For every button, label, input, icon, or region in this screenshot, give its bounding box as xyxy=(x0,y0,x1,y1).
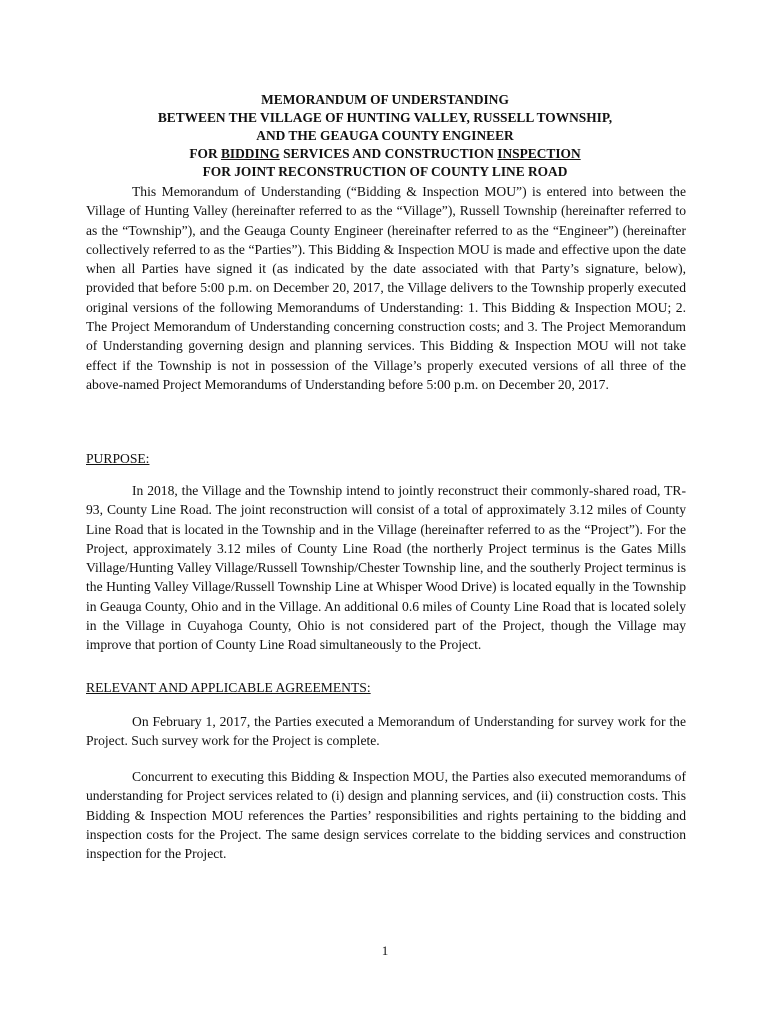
agreements-paragraph-1: On February 1, 2017, the Parties executed a Memorandum of Understanding for survey work for the Project. Such survey work for the Project is complete. xyxy=(86,714,686,749)
purpose-paragraph: In 2018, the Village and the Township intend to jointly reconstruct their commonly-shared road, TR-93, County Line Road. The joint reconstruction will consist of a total of approximately 3.12 miles of County Line Road that is located in the Township and in the Village (hereinafter referred to as the “Project”). For the Project, approximately 3.12 miles of County Line Road (the northerly Project terminus is the Gates Mills Village/Hunting Valley Village/Russell Township/Chester Township line, and the southerly Project terminus is the Hunting Valley Village/Russell Township Line at Whisper Wood Drive) is located equally in the Township in Geauga County, Ohio and in the Village. An additional 0.6 miles of County Line Road that is located solely in the Village in Cuyahoga County, Ohio is not considered part of the Project, though the Village may improve that portion of County Line Road simultaneously to the Project. xyxy=(86,483,686,653)
page-number: 1 xyxy=(381,943,389,958)
title-line-4-middle: SERVICES AND CONSTRUCTION xyxy=(279,146,498,161)
title-line-4-prefix: FOR xyxy=(189,146,221,161)
agreements-paragraph-2: Concurrent to executing this Bidding & Inspection MOU, the Parties also executed memorandums of understanding for Project services related to (i) design and planning services, and (ii) construction costs. This Bidding & Inspection MOU references the Parties’ responsibilities and rights pertaining to the bidding and inspection costs for the Project. The same design services correlate to the bidding services and construction inspection for the Project. xyxy=(86,769,686,862)
title-line-2: BETWEEN THE VILLAGE OF HUNTING VALLEY, RUSSELL TOWNSHIP, xyxy=(157,110,613,125)
title-line-5: FOR JOINT RECONSTRUCTION OF COUNTY LINE ROAD xyxy=(202,164,568,179)
agreements-heading: RELEVANT AND APPLICABLE AGREEMENTS: xyxy=(86,680,371,695)
title-line-3: AND THE GEAUGA COUNTY ENGINEER xyxy=(256,128,514,143)
title-inspection-word: INSPECTION xyxy=(497,146,581,161)
document-title xyxy=(60,91,710,181)
purpose-heading: PURPOSE: xyxy=(86,451,150,466)
title-bidding-word: BIDDING xyxy=(220,146,280,161)
intro-paragraph: This Memorandum of Understanding (“Bidding & Inspection MOU”) is entered into between the Village of Hunting Valley (hereinafter referred to as the “Village”), Russell Township (hereinafter referred to as the “Township”), and the Geauga County Engineer (hereinafter referred to as the “Engineer”) (hereinafter collectively referred to as the “Parties”). This Bidding & Inspection MOU is made and effective upon the date when all Parties have signed it (as indicated by the date associated with that Party’s signature, below), provided that before 5:00 p.m. on December 20, 2017, the Village delivers to the Township properly executed original versions of the following Memorandums of Understanding: 1. This Bidding & Inspection MOU; 2. The Project Memorandum of Understanding concerning construction costs; and 3. The Project Memorandum of Understanding governing design and planning services. This Bidding & Inspection MOU will not take effect if the Township is not in possession of the Village’s properly executed versions of all three of the above-named Project Memorandums of Understanding before 5:00 p.m. on December 20, 2017. xyxy=(86,184,686,392)
title-line-4 xyxy=(60,145,710,163)
title-line-1: MEMORANDUM OF UNDERSTANDING xyxy=(261,92,509,107)
